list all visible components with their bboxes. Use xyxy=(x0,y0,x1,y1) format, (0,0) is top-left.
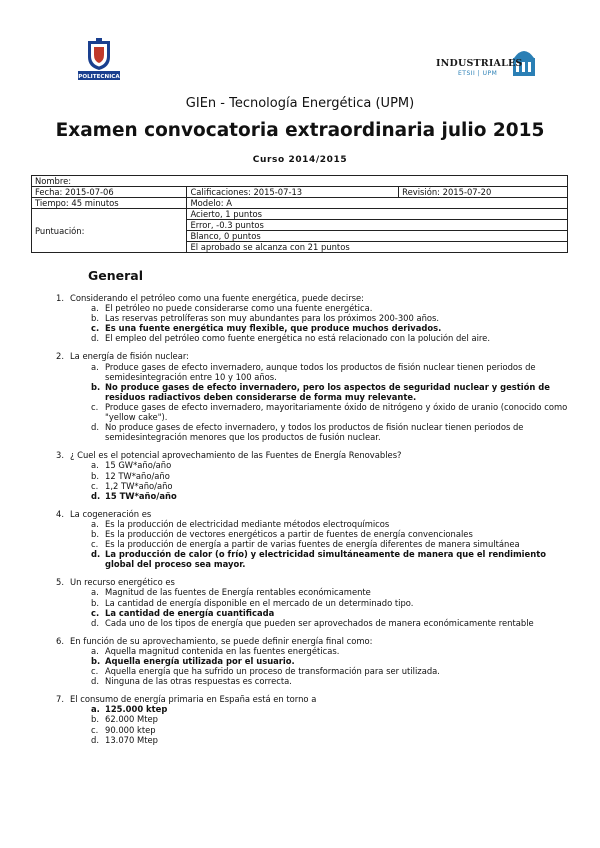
question-text: En función de su aprovechamiento, se puede definir energía final como: xyxy=(70,635,373,646)
course-subject: GIEn - Tecnología Energética (UPM) xyxy=(185,96,415,111)
question-6 xyxy=(56,636,576,686)
puntuacion-acierto: Acierto, 1 puntos xyxy=(187,209,568,220)
answer-option[interactable] xyxy=(56,735,576,745)
option-letter: d. xyxy=(91,734,99,745)
option-letter: b. xyxy=(91,470,99,481)
option-text: 90.000 ktep xyxy=(105,724,156,735)
option-letter: a. xyxy=(91,460,99,471)
option-letter: d. xyxy=(91,617,99,628)
question-text: ¿ Cuel es el potencial aprovechamiento de las Fuentes de Energía Renovables? xyxy=(70,450,402,461)
answer-option[interactable] xyxy=(56,549,576,569)
answer-option[interactable] xyxy=(56,539,576,549)
option-letter: d. xyxy=(91,490,101,501)
question-1 xyxy=(56,293,576,343)
option-text: Ninguna de las otras respuestas es correcta. xyxy=(105,676,292,687)
question-text: La cogeneración es xyxy=(70,508,152,519)
option-text: 13.070 Mtep xyxy=(105,734,158,745)
question-number: 5. xyxy=(56,577,64,588)
option-text: La cantidad de energía disponible en el mercado de un determinado tipo. xyxy=(105,597,414,608)
answer-option[interactable] xyxy=(56,313,576,323)
calificaciones-cell: Calificaciones: 2015-07-13 xyxy=(187,187,399,198)
exam-title: Examen convocatoria extraordinaria julio 2015 xyxy=(55,120,545,141)
option-text: Las reservas petrolíferas son muy abundantes para los próximos 200-300 años. xyxy=(105,313,440,324)
question-stem xyxy=(56,577,576,587)
option-letter: b. xyxy=(91,656,101,666)
option-text: Magnitud de las fuentes de Energía rentables económicamente xyxy=(105,587,371,598)
question-7 xyxy=(56,694,576,744)
answer-option[interactable] xyxy=(56,608,576,618)
option-letter: b. xyxy=(91,381,101,392)
answer-option[interactable] xyxy=(56,725,576,735)
option-text: Es la producción de vectores energéticos a partir de fuentes de energía convencionales xyxy=(105,528,473,539)
option-text: 62.000 Mtep xyxy=(105,714,158,725)
question-2 xyxy=(56,351,576,442)
option-letter: b. xyxy=(91,528,99,539)
upm-crest-icon xyxy=(74,37,124,81)
answer-option[interactable] xyxy=(56,382,576,402)
option-text: Produce gases de efecto invernadero, mayoritariamente óxido de nitrógeno y óxido de uranio (conocido como "yellow cake"). xyxy=(105,401,568,423)
upm-logo-caption: POLITECNICA xyxy=(78,74,120,80)
option-letter: b. xyxy=(91,714,99,725)
option-text: 15 GW*año/año xyxy=(105,460,172,471)
answer-option[interactable] xyxy=(56,587,576,597)
question-stem xyxy=(56,694,576,704)
answer-option[interactable] xyxy=(56,529,576,539)
answer-option[interactable] xyxy=(56,618,576,628)
question-text: La energía de fisión nuclear: xyxy=(70,351,189,362)
option-text: El empleo del petróleo como fuente energética no está relacionado con la polución del aire. xyxy=(105,333,490,344)
option-letter: c. xyxy=(91,666,99,677)
answer-option[interactable] xyxy=(56,519,576,529)
option-letter: c. xyxy=(91,480,99,491)
question-number: 4. xyxy=(56,508,64,519)
answer-option[interactable] xyxy=(56,481,576,491)
question-number: 7. xyxy=(56,694,64,705)
question-number: 6. xyxy=(56,635,64,646)
option-letter: d. xyxy=(91,422,99,433)
answer-option[interactable] xyxy=(56,666,576,676)
question-stem xyxy=(56,636,576,646)
answer-option[interactable] xyxy=(56,402,576,422)
option-letter: a. xyxy=(91,645,99,656)
option-letter: d. xyxy=(91,676,99,687)
option-letter: d. xyxy=(91,549,101,560)
option-text: 125.000 ktep xyxy=(105,704,168,715)
question-number: 1. xyxy=(56,293,64,303)
question-4 xyxy=(56,509,576,570)
question-text: Un recurso energético es xyxy=(70,577,175,588)
option-text: Aquella energía que ha sufrido un proceso de transformación para ser utilizada. xyxy=(105,666,440,677)
industriales-logo-sub: ETSII | UPM xyxy=(458,70,498,77)
upm-logo xyxy=(74,37,124,81)
answer-option[interactable] xyxy=(56,704,576,714)
option-letter: a. xyxy=(91,587,99,598)
option-letter: a. xyxy=(91,361,99,372)
puntuacion-label: Puntuación: xyxy=(32,209,187,253)
option-letter: c. xyxy=(91,539,99,550)
answer-option[interactable] xyxy=(56,656,576,666)
industriales-logo-name: INDUSTRIALES xyxy=(436,58,523,69)
option-text: Es la producción de electricidad mediante métodos electroquímicos xyxy=(105,518,390,529)
option-text: 12 TW*año/año xyxy=(105,470,170,481)
fecha-cell: Fecha: 2015-07-06 xyxy=(32,187,187,198)
option-text: 1,2 TW*año/año xyxy=(105,480,173,491)
option-text: No produce gases de efecto invernadero, pero los aspectos de seguridad nuclear y gestión de residuos radiactivos deben considerarse de forma muy relevante. xyxy=(105,381,550,402)
option-text: Aquella magnitud contenida en las fuentes energéticas. xyxy=(105,645,340,656)
answer-option[interactable] xyxy=(56,471,576,481)
option-text: Aquella energía utilizada por el usuario. xyxy=(105,656,295,666)
option-text: Produce gases de efecto invernadero, aunque todos los productos de fisión nuclear tienen periodos de semidesintegración entre 10 y 100 años. xyxy=(105,361,536,382)
question-stem xyxy=(56,293,576,303)
option-text: 15 TW*año/año xyxy=(105,490,177,501)
option-letter: a. xyxy=(91,303,99,314)
option-letter: a. xyxy=(91,704,100,715)
answer-option[interactable] xyxy=(56,676,576,686)
question-stem xyxy=(56,351,576,361)
modelo-cell: Modelo: A xyxy=(187,198,568,209)
question-number: 3. xyxy=(56,450,64,461)
option-text: Es una fuente energética muy flexible, que produce muchos derivados. xyxy=(105,323,442,334)
answer-option[interactable] xyxy=(56,646,576,656)
answer-option[interactable] xyxy=(56,422,576,442)
question-stem xyxy=(56,509,576,519)
option-letter: c. xyxy=(91,607,100,618)
exam-info-table xyxy=(31,175,568,253)
option-text: Es la producción de energía a partir de varias fuentes de energía diferentes de manera simultánea xyxy=(105,539,520,550)
question-number: 2. xyxy=(56,351,64,362)
answer-option[interactable] xyxy=(56,714,576,724)
academic-year: Curso 2014/2015 xyxy=(252,155,348,165)
puntuacion-error: Error, -0.3 puntos xyxy=(187,220,568,231)
nombre-field[interactable]: Nombre: xyxy=(32,176,568,187)
section-title: General xyxy=(88,268,143,283)
question-list xyxy=(56,293,576,753)
answer-option[interactable] xyxy=(56,303,576,313)
revision-cell: Revisión: 2015-07-20 xyxy=(399,187,568,198)
option-letter: b. xyxy=(91,313,99,324)
option-text: No produce gases de efecto invernadero, y todos los productos de fisión nuclear tienen periodos de semidesintegración menores que los productos de fusión nuclear. xyxy=(105,422,524,443)
option-letter: d. xyxy=(91,333,99,344)
answer-option[interactable] xyxy=(56,460,576,470)
question-text: Considerando el petróleo como una fuente energética, puede decirse: xyxy=(70,293,365,303)
question-text: El consumo de energía primaria en España está en torno a xyxy=(70,694,317,705)
answer-option[interactable] xyxy=(56,323,576,333)
answer-option[interactable] xyxy=(56,598,576,608)
option-text: La cantidad de energía cuantificada xyxy=(105,607,275,618)
answer-option[interactable] xyxy=(56,362,576,382)
option-text: La producción de calor (o frío) y electricidad simultáneamente de manera que el rendimiento global del proceso sea mayor. xyxy=(105,549,546,570)
option-letter: c. xyxy=(91,323,100,334)
answer-option[interactable] xyxy=(56,491,576,501)
option-letter: c. xyxy=(91,724,99,735)
tiempo-cell: Tiempo: 45 minutos xyxy=(32,198,187,209)
question-5 xyxy=(56,577,576,627)
question-3 xyxy=(56,450,576,500)
puntuacion-blanco: Blanco, 0 puntos xyxy=(187,231,568,242)
option-text: Cada uno de los tipos de energía que pueden ser aprovechados de manera económicamente rentable xyxy=(105,617,534,628)
answer-option[interactable] xyxy=(56,333,576,343)
puntuacion-aprobado: El aprobado se alcanza con 21 puntos xyxy=(187,242,568,253)
question-stem xyxy=(56,450,576,460)
option-text: El petróleo no puede considerarse como una fuente energética. xyxy=(105,303,373,314)
option-letter: a. xyxy=(91,518,99,529)
option-letter: b. xyxy=(91,597,99,608)
option-letter: c. xyxy=(91,401,99,412)
